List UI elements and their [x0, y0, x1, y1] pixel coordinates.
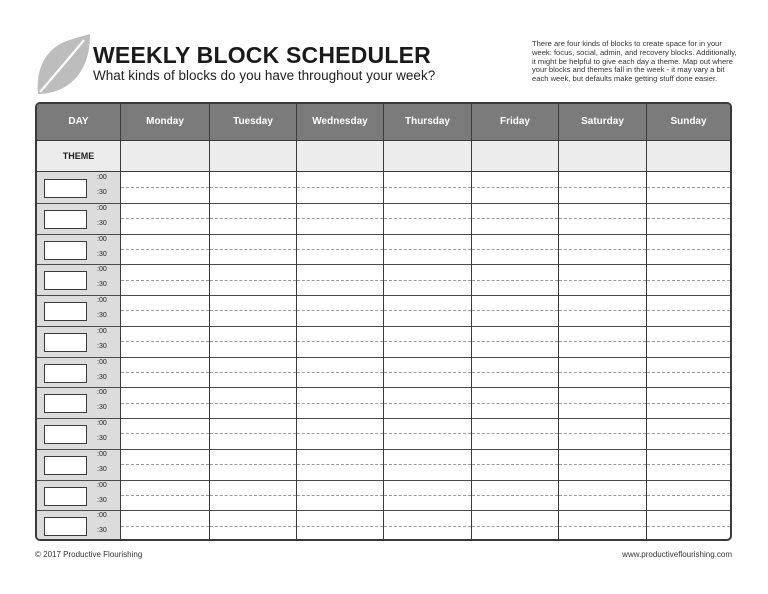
hour-divider [121, 510, 209, 511]
half-hour-divider [559, 433, 646, 434]
hour-divider [559, 418, 646, 419]
day-header-sunday: Sunday [646, 104, 730, 140]
half-hour-divider [297, 249, 383, 250]
hour-divider [121, 326, 209, 327]
instructions-line: There are four kinds of blocks to create space for in your [532, 39, 722, 48]
hour-divider [472, 234, 558, 235]
hour-divider [384, 418, 471, 419]
half-hour-divider [297, 310, 383, 311]
half-hour-divider [121, 526, 209, 527]
time-label-30: :30 [97, 435, 107, 442]
hour-divider [647, 418, 730, 419]
hour-divider [37, 387, 120, 388]
half-hour-divider [121, 310, 209, 311]
half-hour-divider [297, 341, 383, 342]
hour-divider [647, 387, 730, 388]
half-hour-divider [210, 218, 296, 219]
hour-divider [472, 357, 558, 358]
half-hour-divider [210, 310, 296, 311]
day-column-saturday[interactable] [558, 172, 646, 541]
day-header-wednesday: Wednesday [296, 104, 383, 140]
hour-input-box[interactable] [44, 517, 87, 536]
hour-divider [37, 418, 120, 419]
half-hour-divider [472, 218, 558, 219]
hour-divider [384, 295, 471, 296]
half-hour-divider [384, 280, 471, 281]
half-hour-divider [384, 433, 471, 434]
half-hour-divider [647, 249, 730, 250]
hour-divider [121, 264, 209, 265]
hour-divider [384, 326, 471, 327]
theme-cell-sunday[interactable] [646, 141, 730, 171]
time-label-00: :00 [97, 327, 107, 335]
hour-divider [210, 418, 296, 419]
half-hour-divider [121, 280, 209, 281]
hour-divider [647, 326, 730, 327]
hour-divider [37, 357, 120, 358]
hour-divider [37, 295, 120, 296]
hour-divider [210, 510, 296, 511]
hour-divider [297, 295, 383, 296]
day-header-monday: Monday [120, 104, 209, 140]
time-label-30: :30 [97, 465, 107, 473]
day-header-thursday: Thursday [383, 104, 471, 140]
hour-divider [472, 264, 558, 265]
half-hour-divider [647, 526, 730, 527]
hour-divider [297, 480, 383, 481]
day-column-thursday[interactable] [383, 172, 471, 541]
theme-cell-friday[interactable] [471, 141, 558, 171]
hour-divider [472, 387, 558, 388]
hour-divider [559, 203, 646, 204]
half-hour-divider [121, 249, 209, 250]
hour-divider [210, 449, 296, 450]
hour-divider [210, 387, 296, 388]
half-hour-divider [472, 495, 558, 496]
hour-divider [210, 203, 296, 204]
time-label-30: :30 [97, 189, 107, 196]
half-hour-divider [559, 495, 646, 496]
time-label-30: :30 [97, 250, 107, 258]
hour-divider [297, 449, 383, 450]
hour-divider [647, 357, 730, 358]
half-hour-divider [472, 464, 558, 465]
theme-cell-monday[interactable] [120, 141, 209, 171]
half-hour-divider [559, 187, 646, 188]
time-label-30: :30 [97, 342, 107, 350]
hour-divider [472, 480, 558, 481]
hour-divider [647, 203, 730, 204]
half-hour-divider [121, 433, 209, 434]
hour-divider [297, 203, 383, 204]
half-hour-divider [384, 403, 471, 404]
hour-divider [472, 510, 558, 511]
half-hour-divider [559, 464, 646, 465]
instructions-line: week: focus, social, admin, and recovery blocks. Additionally, [532, 47, 737, 57]
hour-input-box[interactable] [44, 210, 87, 229]
half-hour-divider [647, 341, 730, 342]
hour-divider [297, 326, 383, 327]
theme-label: THEME [62, 151, 95, 161]
half-hour-divider [647, 218, 730, 219]
time-label-30: :30 [97, 281, 107, 289]
half-hour-divider [559, 372, 646, 373]
hour-divider [210, 326, 296, 327]
hour-divider [384, 387, 471, 388]
hour-divider [559, 480, 646, 481]
instructions-line: your blocks and themes fall in the week - it may vary a bit [532, 65, 725, 75]
time-label-00: :00 [97, 174, 107, 181]
time-label-00: :00 [97, 297, 107, 304]
page-subtitle: What kinds of blocks do you have throughout your week? [93, 68, 436, 83]
half-hour-divider [559, 403, 646, 404]
hour-divider [559, 449, 646, 450]
copyright-text: © 2017 Productive Flourishing [35, 550, 143, 559]
half-hour-divider [472, 249, 558, 250]
hour-divider [37, 449, 120, 450]
time-label-00: :00 [97, 512, 107, 520]
half-hour-divider [210, 433, 296, 434]
hour-divider [559, 510, 646, 511]
half-hour-divider [210, 249, 296, 250]
half-hour-divider [210, 280, 296, 281]
hour-divider [559, 387, 646, 388]
instructions-line: each week, but defaults make getting stuff done easier. [532, 74, 718, 84]
half-hour-divider [384, 526, 471, 527]
half-hour-divider [559, 310, 646, 311]
time-label-00: :00 [97, 204, 107, 212]
hour-divider [297, 357, 383, 358]
hour-divider [647, 234, 730, 235]
hour-divider [647, 480, 730, 481]
half-hour-divider [297, 372, 383, 373]
website-link[interactable]: www.productiveflourishing.com [622, 550, 732, 559]
hour-input-box[interactable] [44, 487, 87, 506]
instructions-line: it might be helpful to give each day a theme. Map out where [532, 56, 733, 66]
half-hour-divider [559, 526, 646, 527]
half-hour-divider [210, 341, 296, 342]
day-column-header: DAY [68, 116, 89, 127]
half-hour-divider [121, 218, 209, 219]
half-hour-divider [472, 187, 558, 188]
time-label-30: :30 [97, 312, 107, 319]
hour-divider [647, 449, 730, 450]
hour-input-box[interactable] [44, 456, 87, 475]
half-hour-divider [647, 495, 730, 496]
hour-divider [647, 510, 730, 511]
hour-divider [121, 357, 209, 358]
half-hour-divider [384, 218, 471, 219]
hour-divider [210, 480, 296, 481]
day-column-sunday[interactable] [646, 172, 730, 541]
time-label-30: :30 [97, 527, 107, 535]
hour-divider [384, 480, 471, 481]
half-hour-divider [472, 341, 558, 342]
day-column-tuesday[interactable] [209, 172, 296, 541]
half-hour-divider [297, 526, 383, 527]
time-label-00: :00 [97, 389, 107, 397]
hour-divider [384, 510, 471, 511]
day-column-friday[interactable] [471, 172, 558, 541]
hour-divider [37, 326, 120, 327]
half-hour-divider [210, 403, 296, 404]
half-hour-divider [210, 187, 296, 188]
hour-divider [121, 480, 209, 481]
day-header-tuesday: Tuesday [209, 104, 296, 140]
half-hour-divider [384, 372, 471, 373]
theme-label-cell [37, 141, 120, 171]
hour-divider [297, 234, 383, 235]
hour-divider [297, 387, 383, 388]
hour-divider [559, 357, 646, 358]
half-hour-divider [210, 526, 296, 527]
time-label-00: :00 [97, 266, 107, 274]
table-header-row [37, 104, 730, 140]
half-hour-divider [472, 372, 558, 373]
half-hour-divider [647, 464, 730, 465]
time-label-00: :00 [97, 420, 107, 427]
hour-divider [297, 418, 383, 419]
hour-input-box[interactable] [44, 302, 87, 321]
half-hour-divider [121, 341, 209, 342]
hour-divider [37, 203, 120, 204]
hour-divider [647, 295, 730, 296]
half-hour-divider [559, 341, 646, 342]
day-header-friday: Friday [471, 104, 558, 140]
half-hour-divider [121, 403, 209, 404]
theme-cell-tuesday[interactable] [209, 141, 296, 171]
half-hour-divider [559, 249, 646, 250]
half-hour-divider [297, 187, 383, 188]
half-hour-divider [121, 187, 209, 188]
half-hour-divider [384, 310, 471, 311]
hour-divider [37, 480, 120, 481]
half-hour-divider [210, 372, 296, 373]
hour-divider [472, 295, 558, 296]
half-hour-divider [647, 310, 730, 311]
hour-divider [472, 326, 558, 327]
day-header-saturday: Saturday [558, 104, 646, 140]
half-hour-divider [121, 495, 209, 496]
hour-divider [210, 234, 296, 235]
hour-divider [210, 295, 296, 296]
hour-divider [559, 264, 646, 265]
hour-divider [384, 234, 471, 235]
half-hour-divider [384, 341, 471, 342]
half-hour-divider [472, 526, 558, 527]
theme-cell-saturday[interactable] [558, 141, 646, 171]
hour-input-box[interactable] [44, 241, 87, 260]
hour-input-box[interactable] [44, 364, 87, 383]
hour-divider [37, 264, 120, 265]
half-hour-divider [384, 495, 471, 496]
half-hour-divider [384, 464, 471, 465]
half-hour-divider [647, 403, 730, 404]
hour-divider [384, 357, 471, 358]
half-hour-divider [647, 433, 730, 434]
leaf-icon [34, 34, 92, 96]
half-hour-divider [297, 495, 383, 496]
half-hour-divider [297, 464, 383, 465]
half-hour-divider [297, 433, 383, 434]
hour-input-box[interactable] [44, 394, 87, 413]
hour-divider [297, 510, 383, 511]
time-column [37, 172, 120, 541]
theme-cell-wednesday[interactable] [296, 141, 383, 171]
hour-divider [121, 387, 209, 388]
half-hour-divider [297, 280, 383, 281]
theme-row [37, 140, 730, 172]
hour-input-box[interactable] [44, 271, 87, 290]
hour-divider [559, 326, 646, 327]
hour-divider [384, 203, 471, 204]
half-hour-divider [384, 187, 471, 188]
time-label-00: :00 [97, 235, 107, 243]
half-hour-divider [647, 372, 730, 373]
hour-input-box[interactable] [44, 333, 87, 352]
hour-divider [472, 449, 558, 450]
half-hour-divider [384, 249, 471, 250]
hour-divider [384, 264, 471, 265]
half-hour-divider [559, 218, 646, 219]
hour-divider [121, 203, 209, 204]
time-label-00: :00 [97, 450, 107, 458]
hour-input-box[interactable] [44, 179, 87, 198]
half-hour-divider [472, 433, 558, 434]
half-hour-divider [210, 495, 296, 496]
hour-divider [647, 264, 730, 265]
hour-divider [121, 418, 209, 419]
hour-divider [121, 449, 209, 450]
half-hour-divider [472, 403, 558, 404]
half-hour-divider [647, 280, 730, 281]
hour-divider [37, 234, 120, 235]
time-label-30: :30 [97, 373, 107, 381]
half-hour-divider [121, 372, 209, 373]
hour-divider [297, 264, 383, 265]
hour-divider [121, 234, 209, 235]
schedule-table [35, 102, 732, 541]
half-hour-divider [472, 280, 558, 281]
hour-divider [37, 510, 120, 511]
hour-divider [559, 234, 646, 235]
hour-divider [121, 295, 209, 296]
time-label-00: :00 [97, 481, 107, 489]
half-hour-divider [472, 310, 558, 311]
hour-divider [210, 357, 296, 358]
half-hour-divider [297, 218, 383, 219]
hour-divider [472, 418, 558, 419]
time-label-00: :00 [97, 358, 107, 366]
hour-input-box[interactable] [44, 425, 87, 444]
day-column-wednesday[interactable] [296, 172, 383, 541]
theme-cell-thursday[interactable] [383, 141, 471, 171]
time-label-30: :30 [97, 219, 107, 227]
hour-divider [559, 295, 646, 296]
hour-divider [210, 264, 296, 265]
half-hour-divider [647, 187, 730, 188]
half-hour-divider [121, 464, 209, 465]
half-hour-divider [210, 464, 296, 465]
instructions-text [532, 40, 738, 84]
day-column-monday[interactable] [120, 172, 209, 541]
time-label-30: :30 [97, 404, 107, 412]
time-label-30: :30 [97, 496, 107, 504]
hour-divider [472, 203, 558, 204]
hour-divider [384, 449, 471, 450]
half-hour-divider [559, 280, 646, 281]
page-title: WEEKLY BLOCK SCHEDULER [93, 42, 431, 68]
half-hour-divider [297, 403, 383, 404]
